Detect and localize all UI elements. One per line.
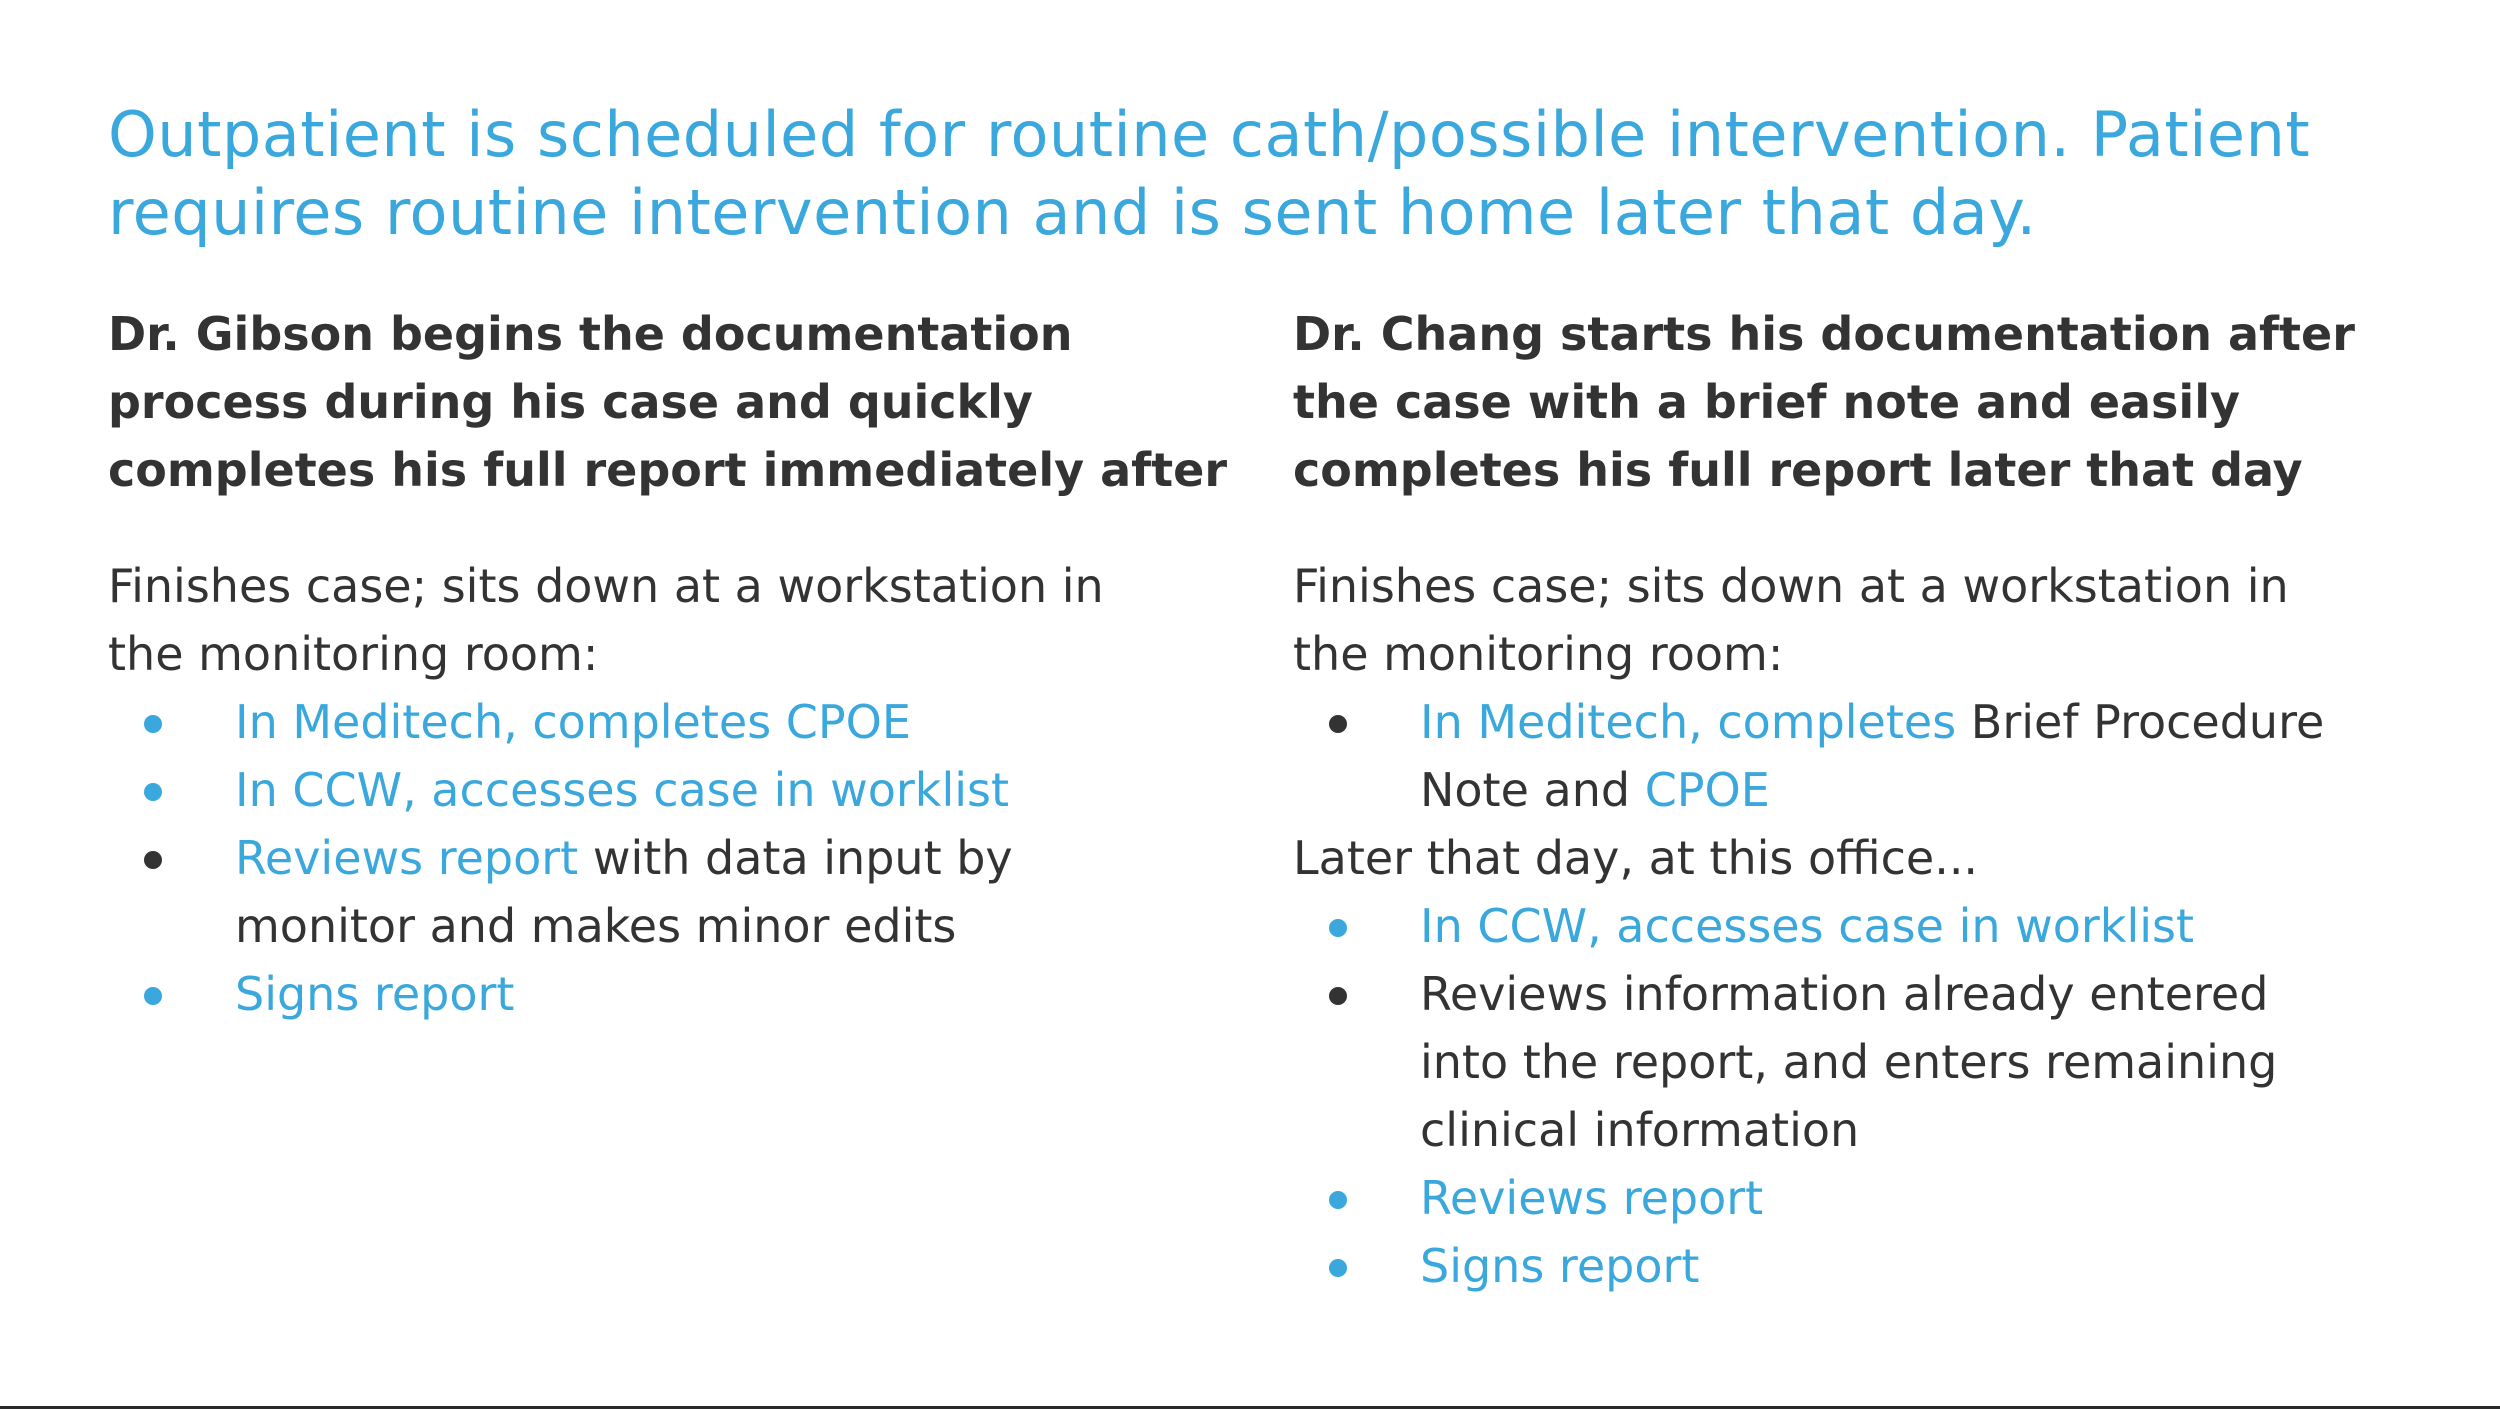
- step-text-line-1: Reviews information already entered: [1420, 967, 2269, 1021]
- left-heading-line-1: Dr. Gibson begins the documentation: [108, 307, 1073, 361]
- step-text: Reviews report: [1420, 1171, 1764, 1225]
- slide-title-line-2: requires routine intervention and is sent home later that day.: [108, 176, 2037, 249]
- right-steps-list-1: [1293, 688, 2443, 824]
- slide-title: [108, 96, 2408, 252]
- bullet-icon: [1329, 987, 1347, 1005]
- right-column: [1293, 300, 2443, 1300]
- bullet-icon: [1329, 715, 1347, 733]
- bullet-icon: [144, 851, 162, 869]
- list-item: [1293, 1232, 2443, 1300]
- bullet-icon: [144, 715, 162, 733]
- slide-title-line-1: Outpatient is scheduled for routine cath/possible intervention. Patient: [108, 98, 2311, 171]
- step-text-line-2: into the report, and enters remaining: [1420, 1035, 2278, 1089]
- step-highlight-2: CPOE: [1644, 763, 1770, 817]
- right-heading-line-2: the case with a brief note and easily: [1293, 375, 2240, 429]
- bullet-icon: [144, 987, 162, 1005]
- step-text-line-3: clinical information: [1420, 1103, 1860, 1157]
- step-highlight: Reviews report: [235, 831, 579, 885]
- left-steps-list: [108, 688, 1258, 1028]
- right-intro-line-1: Finishes case; sits down at a workstation in: [1293, 559, 2289, 613]
- right-steps-list-2: [1293, 892, 2443, 1300]
- step-text: Signs report: [1420, 1239, 1700, 1293]
- right-column-heading: [1293, 300, 2443, 504]
- list-item: [1293, 1164, 2443, 1232]
- left-intro-line-1: Finishes case; sits down at a workstation in: [108, 559, 1104, 613]
- list-item: [1293, 688, 2443, 824]
- step-text: Signs report: [235, 967, 515, 1021]
- left-intro: [108, 552, 1258, 688]
- list-item: [108, 688, 1258, 756]
- left-column: [108, 300, 1258, 1028]
- right-intro-line-2: the monitoring room:: [1293, 627, 1784, 681]
- list-item: [1293, 892, 2443, 960]
- bullet-icon: [1329, 919, 1347, 937]
- right-intro: [1293, 552, 2443, 688]
- list-item: [1293, 960, 2443, 1164]
- right-later-line: Later that day, at this office...: [1293, 831, 1979, 885]
- step-text: Brief Procedure: [1956, 695, 2325, 749]
- left-heading-line-3: completes his full report immediately after: [108, 443, 1228, 497]
- left-intro-line-2: the monitoring room:: [108, 627, 599, 681]
- list-item: [108, 824, 1258, 960]
- right-heading-line-1: Dr. Chang starts his documentation after: [1293, 307, 2355, 361]
- step-text: In CCW, accesses case in worklist: [1420, 899, 2195, 953]
- step-text-continued: monitor and makes minor edits: [235, 899, 957, 953]
- step-text: In CCW, accesses case in worklist: [235, 763, 1010, 817]
- left-heading-line-2: process during his case and quickly: [108, 375, 1033, 429]
- step-highlight: In Meditech, completes: [1420, 695, 1957, 749]
- step-text: with data input by: [578, 831, 1013, 885]
- left-column-heading: [108, 300, 1258, 504]
- bullet-icon: [144, 783, 162, 801]
- right-heading-line-3: completes his full report later that day: [1293, 443, 2303, 497]
- right-later-text: [1293, 824, 2443, 892]
- list-item: [108, 960, 1258, 1028]
- bullet-icon: [1329, 1191, 1347, 1209]
- step-text-continued: Note and: [1420, 763, 1645, 817]
- bullet-icon: [1329, 1259, 1347, 1277]
- list-item: [108, 756, 1258, 824]
- step-text: In Meditech, completes CPOE: [235, 695, 911, 749]
